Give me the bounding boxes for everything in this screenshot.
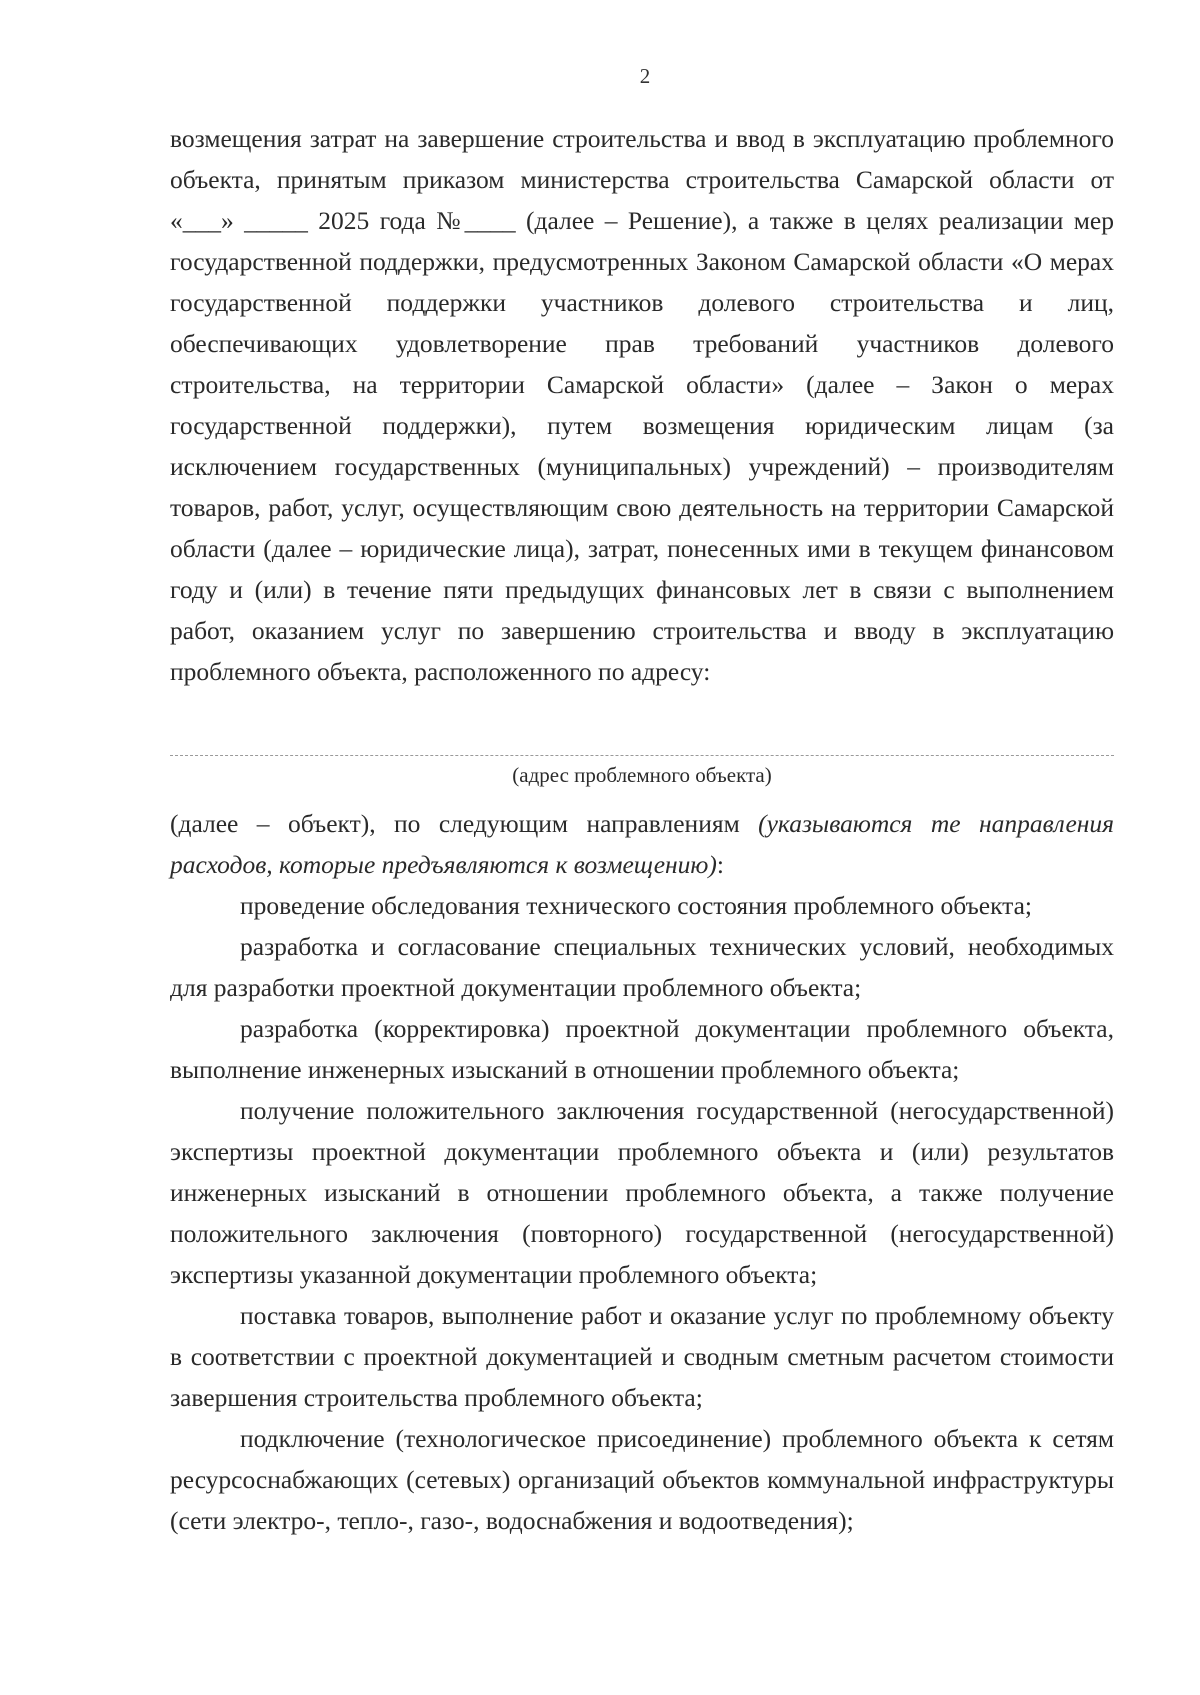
directions-section (170, 803, 1114, 1541)
list-item-project-documentation: разработка (корректировка) проектной документации проблемного объекта, выполнение инженерных изысканий в отношении проблемного объекта; (170, 1014, 1114, 1084)
list-item-supply-works: поставка товаров, выполнение работ и оказание услуг по проблемному объекту в соответствии с проектной документацией и сводным сметным расчетом стоимости завершения строительства проблемного объекта; (170, 1301, 1114, 1412)
list-item-special-conditions: разработка и согласование специальных технических условий, необходимых для разработки проектной документации проблемного объекта; (170, 932, 1114, 1002)
list-item-utility-connection: подключение (технологическое присоединение) проблемного объекта к сетям ресурсоснабжающих (сетевых) организаций объектов коммунальной инфраструктуры (сети электро-, тепло-, газо-, водоснабжения и водоотведения); (170, 1424, 1114, 1535)
directions-intro-text: (далее – объект), по следующим направлениям (170, 809, 759, 838)
directions-intro (170, 803, 1114, 885)
address-fill-line (170, 755, 1114, 756)
list-item-survey: проведение обследования технического состояния проблемного объекта; (240, 891, 1032, 920)
list-item-expertise: получение положительного заключения государственной (негосударственной) экспертизы проектной документации проблемного объекта и (или) результатов инженерных изысканий в отношении проблемного объекта, а также получение положительного заключения (повторного) государственной (негосударственной) экспертизы указанной документации проблемного объекта; (170, 1096, 1114, 1289)
address-caption: (адрес проблемного объекта) (512, 763, 772, 787)
directions-intro-colon: : (716, 850, 724, 879)
directions-intro-note: (указываются те направления расходов, которые предъявляются к возмещению) (170, 809, 1115, 879)
page-number: 2 (639, 64, 651, 88)
intro-paragraph: возмещения затрат на завершение строительства и ввод в эксплуатацию проблемного объекта, принятым приказом министерства строительства Самарской области от «___» _____ 2025 года №____ (далее – Решение), а также в целях реализации мер государственной поддержки, предусмотренных Законом Самарской области «О мерах государственной поддержки участников долевого строительства и лиц, обеспечивающих удовлетворение прав требований участников долевого строительства, на территории Самарской области» (далее – Закон о мерах государственной поддержки), путем возмещения юридическим лицам (за исключением государственных (муниципальных) учреждений) – производителям товаров, работ, услуг, осуществляющим свою деятельность на территории Самарской области (далее – юридические лица), затрат, понесенных ими в текущем финансовом году и (или) в течение пяти предыдущих финансовых лет в связи с выполнением работ, оказанием услуг по завершению строительства и вводу в эксплуатацию проблемного объекта, расположенного по адресу: (170, 124, 1114, 686)
